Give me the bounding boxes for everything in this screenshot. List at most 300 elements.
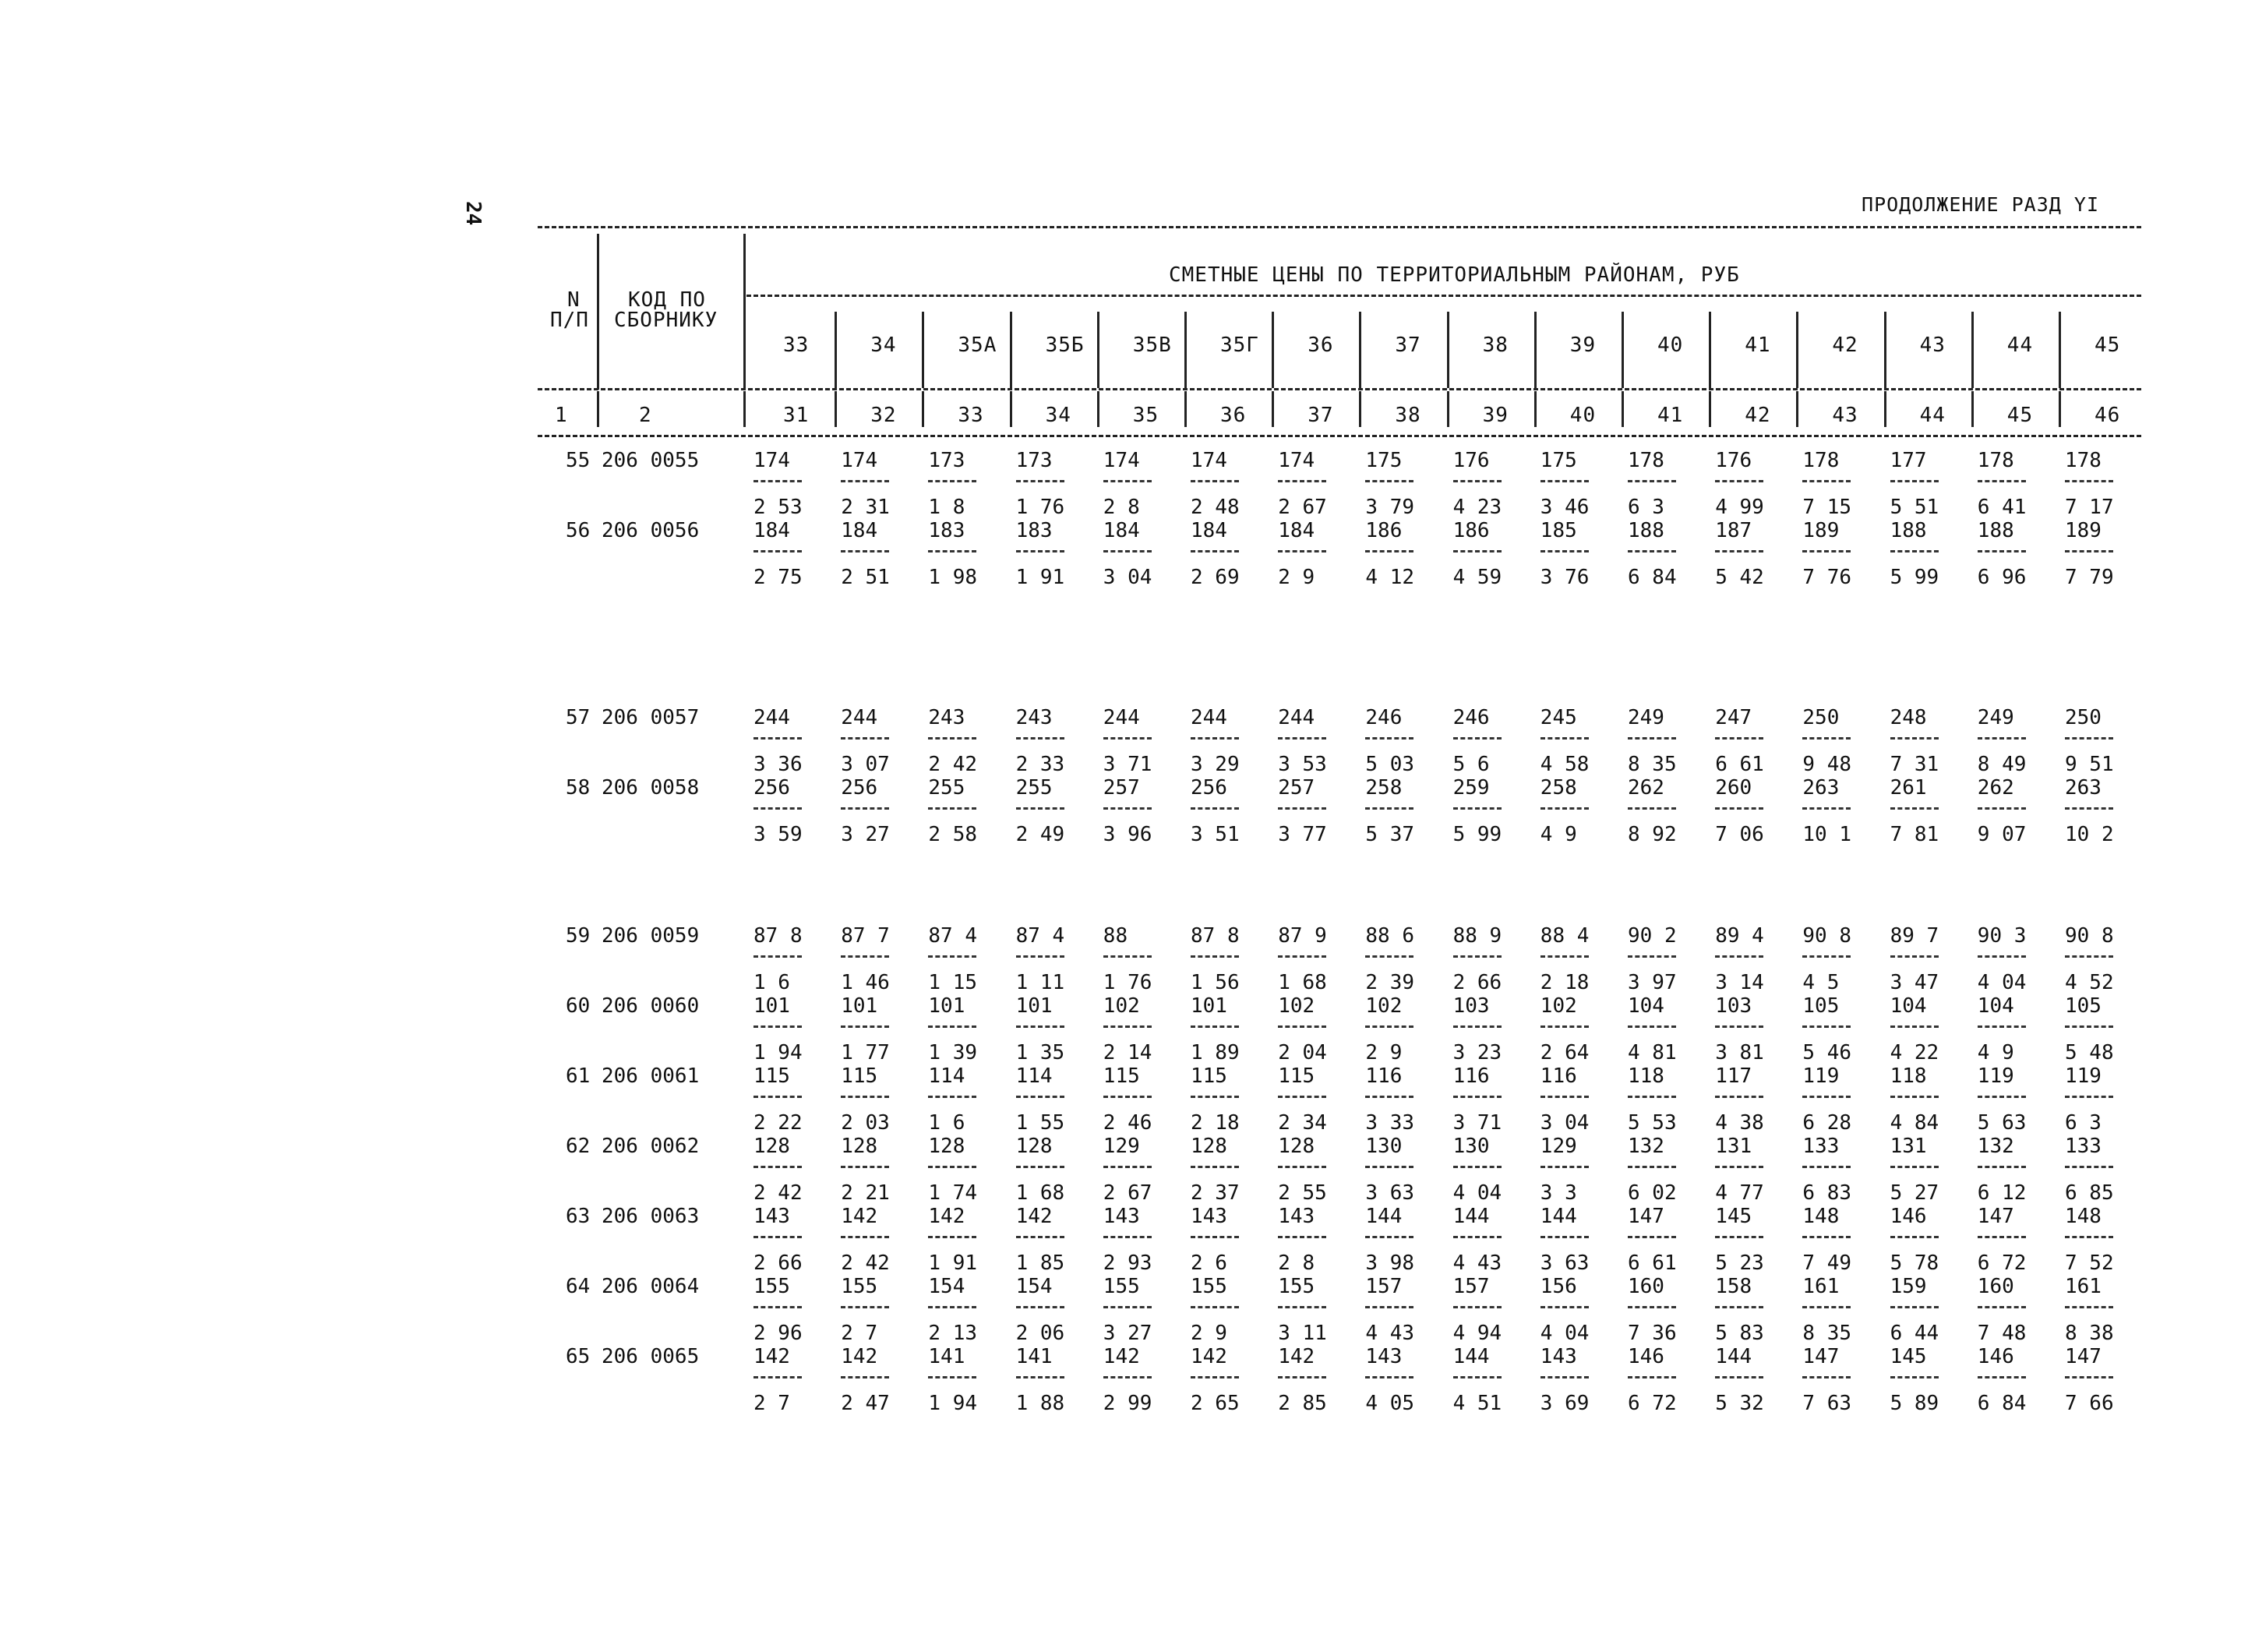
price-value: 105 [1802, 994, 1840, 1018]
vrule-region [2059, 312, 2061, 388]
price-value: 128 [1191, 1135, 1227, 1158]
price-value: 154 [1015, 1275, 1053, 1298]
price-value: 174 [1278, 449, 1315, 472]
fraction-bar [1802, 807, 1851, 810]
fraction-bar [1802, 1376, 1851, 1378]
fraction-bar [753, 1236, 802, 1238]
price-value: 157 [1365, 1275, 1403, 1298]
fraction-bar [1365, 1166, 1413, 1168]
fraction-bar [1365, 1236, 1413, 1238]
fraction-bar [1628, 737, 1676, 740]
row-code: 206 0058 [602, 776, 700, 800]
price-value-secondary: 1 11 [1015, 971, 1065, 994]
fraction-bar [2065, 550, 2113, 552]
price-value: 141 [1015, 1345, 1053, 1368]
fraction-bar [1978, 955, 2026, 958]
price-value-secondary: 2 96 [753, 1322, 803, 1345]
price-value: 133 [1802, 1135, 1840, 1158]
fraction-bar [841, 807, 889, 810]
fraction-bar [1715, 1236, 1763, 1238]
price-value: 114 [928, 1064, 965, 1088]
price-value: 250 [2065, 706, 2102, 729]
rule-group [746, 295, 2141, 297]
fraction-bar [1278, 1025, 1326, 1028]
fraction-bar [1540, 1096, 1589, 1098]
price-value-secondary: 5 46 [1802, 1041, 1852, 1064]
fraction-bar [1540, 1025, 1589, 1028]
price-value-secondary: 5 42 [1715, 566, 1764, 589]
price-value-secondary: 3 04 [1103, 566, 1152, 589]
fraction-bar [1278, 1306, 1326, 1308]
price-value-secondary: 2 9 [1365, 1041, 1403, 1064]
fraction-bar [1628, 955, 1676, 958]
price-value-secondary: 7 81 [1890, 823, 1939, 846]
price-value: 146 [1977, 1345, 2014, 1368]
price-value-secondary: 5 63 [1977, 1111, 2027, 1135]
price-value: 161 [2065, 1275, 2102, 1298]
fraction-bar [1103, 1025, 1152, 1028]
price-value-secondary: 3 81 [1715, 1041, 1764, 1064]
fraction-bar [1191, 1096, 1239, 1098]
numbering-code: 2 [639, 404, 652, 427]
price-value: 87 4 [928, 924, 978, 948]
price-value: 144 [1715, 1345, 1752, 1368]
fraction-bar [1103, 1376, 1152, 1378]
price-value-secondary: 2 67 [1278, 496, 1327, 519]
fraction-bar [1278, 1166, 1326, 1168]
price-value-secondary: 5 83 [1715, 1322, 1764, 1345]
fraction-bar [1278, 807, 1326, 810]
row-number: 55 [566, 449, 591, 472]
price-value-secondary: 2 04 [1278, 1041, 1327, 1064]
price-value-secondary: 3 07 [841, 753, 890, 776]
fraction-bar [1453, 1236, 1502, 1238]
numbering-region: 39 [1482, 404, 1509, 427]
fraction-bar [1628, 1306, 1676, 1308]
price-value-secondary: 3 51 [1191, 823, 1240, 846]
price-value-secondary: 4 51 [1452, 1392, 1502, 1415]
price-value-secondary: 6 3 [1628, 496, 1664, 519]
price-value-secondary: 3 23 [1452, 1041, 1502, 1064]
price-value: 142 [1278, 1345, 1315, 1368]
fraction-bar [1978, 1306, 2026, 1308]
price-value: 248 [1890, 706, 1927, 729]
price-value: 246 [1365, 706, 1403, 729]
price-value: 244 [1191, 706, 1227, 729]
region-header: 34 [870, 334, 897, 357]
fraction-bar [1628, 1025, 1676, 1028]
fraction-bar [841, 1236, 889, 1238]
fraction-bar [1890, 737, 1939, 740]
price-value-secondary: 3 98 [1365, 1251, 1415, 1275]
fraction-bar [1890, 1376, 1939, 1378]
price-value: 115 [1191, 1064, 1227, 1088]
price-value: 144 [1452, 1205, 1490, 1228]
fraction-bar [1628, 807, 1676, 810]
price-value-secondary: 6 12 [1977, 1181, 2027, 1205]
price-value: 147 [1628, 1205, 1664, 1228]
region-header: 35Б [1045, 334, 1085, 357]
fraction-bar [1890, 480, 1939, 482]
price-value: 250 [1802, 706, 1840, 729]
price-value-secondary: 2 66 [1452, 971, 1502, 994]
fraction-bar [928, 1306, 976, 1308]
fraction-bar [753, 480, 802, 482]
price-value: 244 [1278, 706, 1315, 729]
fraction-bar [1978, 1166, 2026, 1168]
price-value: 104 [1977, 994, 2014, 1018]
price-value-secondary: 6 84 [1977, 1392, 2027, 1415]
vrule-region [1272, 312, 1274, 388]
price-value-secondary: 5 51 [1890, 496, 1939, 519]
fraction-bar [1103, 1236, 1152, 1238]
fraction-bar [1715, 955, 1763, 958]
fraction-bar [1365, 807, 1413, 810]
price-value-secondary: 2 67 [1103, 1181, 1152, 1205]
price-value: 105 [2065, 994, 2102, 1018]
row-code: 206 0057 [602, 706, 700, 729]
fraction-bar [753, 737, 802, 740]
price-value-secondary: 3 3 [1540, 1181, 1577, 1205]
region-header: 42 [1832, 334, 1858, 357]
fraction-bar [1365, 737, 1413, 740]
fraction-bar [1278, 1236, 1326, 1238]
col-code-label-line1: КОД ПО [628, 288, 706, 312]
price-value: 174 [1103, 449, 1140, 472]
price-value: 128 [841, 1135, 878, 1158]
price-value: 184 [1278, 519, 1315, 542]
price-value-secondary: 8 35 [1802, 1322, 1852, 1345]
price-value-secondary: 6 02 [1628, 1181, 1677, 1205]
price-value-secondary: 9 07 [1977, 823, 2027, 846]
price-value-secondary: 1 39 [928, 1041, 978, 1064]
price-value: 244 [1103, 706, 1140, 729]
price-value: 147 [2065, 1345, 2102, 1368]
region-header: 35А [958, 334, 997, 357]
price-value: 244 [753, 706, 790, 729]
price-value-secondary: 7 66 [2065, 1392, 2114, 1415]
numbering-region: 46 [2095, 404, 2121, 427]
price-value: 143 [1103, 1205, 1140, 1228]
fraction-bar [1191, 1166, 1239, 1168]
price-value: 115 [1103, 1064, 1140, 1088]
price-value: 116 [1365, 1064, 1403, 1088]
price-value: 142 [1015, 1205, 1053, 1228]
price-value: 128 [928, 1135, 965, 1158]
price-value-secondary: 2 42 [753, 1181, 803, 1205]
price-value-secondary: 7 06 [1715, 823, 1764, 846]
price-value: 119 [1802, 1064, 1840, 1088]
fraction-bar [2065, 1166, 2113, 1168]
price-value-secondary: 3 33 [1365, 1111, 1415, 1135]
price-value-secondary: 2 21 [841, 1181, 890, 1205]
price-value-secondary: 2 69 [1191, 566, 1240, 589]
price-value-secondary: 4 04 [1452, 1181, 1502, 1205]
fraction-bar [928, 737, 976, 740]
region-header: 37 [1395, 334, 1421, 357]
fraction-bar [1715, 550, 1763, 552]
price-value-secondary: 2 66 [753, 1251, 803, 1275]
price-value-secondary: 4 58 [1540, 753, 1590, 776]
fraction-bar [1715, 480, 1763, 482]
price-value: 256 [753, 776, 790, 800]
price-value: 142 [1191, 1345, 1227, 1368]
price-value: 129 [1103, 1135, 1140, 1158]
fraction-bar [1802, 480, 1851, 482]
row-number: 61 [566, 1064, 591, 1088]
fraction-bar [1715, 1306, 1763, 1308]
fraction-bar [928, 550, 976, 552]
fraction-bar [753, 1306, 802, 1308]
price-value-secondary: 8 49 [1977, 753, 2027, 776]
fraction-bar [1628, 1376, 1676, 1378]
price-value: 118 [1890, 1064, 1927, 1088]
price-value-secondary: 2 51 [841, 566, 890, 589]
fraction-bar [1978, 1236, 2026, 1238]
price-value: 142 [841, 1205, 878, 1228]
price-value: 263 [2065, 776, 2102, 800]
group-title: СМЕТНЫЕ ЦЕНЫ ПО ТЕРРИТОРИАЛЬНЫМ РАЙОНАМ, РУБ [1169, 263, 1740, 287]
price-value-secondary: 1 46 [841, 971, 890, 994]
price-value: 173 [1015, 449, 1053, 472]
fraction-bar [1890, 1306, 1939, 1308]
price-value-secondary: 3 69 [1540, 1392, 1590, 1415]
price-value: 257 [1103, 776, 1140, 800]
fraction-bar [1540, 480, 1589, 482]
price-value: 115 [841, 1064, 878, 1088]
price-value-secondary: 3 11 [1278, 1322, 1327, 1345]
vrule-region [1971, 312, 1974, 388]
fraction-bar [1016, 1166, 1064, 1168]
price-value: 119 [2065, 1064, 2102, 1088]
fraction-bar [1103, 807, 1152, 810]
fraction-bar [1453, 550, 1502, 552]
vrule-region-num [1010, 391, 1012, 427]
price-value: 116 [1452, 1064, 1490, 1088]
fraction-bar [1978, 1096, 2026, 1098]
price-value: 262 [1977, 776, 2014, 800]
price-value: 244 [841, 706, 878, 729]
price-value: 249 [1628, 706, 1664, 729]
fraction-bar [928, 1166, 976, 1168]
fraction-bar [1890, 1025, 1939, 1028]
price-value: 145 [1715, 1205, 1752, 1228]
fraction-bar [1103, 550, 1152, 552]
price-value-secondary: 3 46 [1540, 496, 1590, 519]
fraction-bar [1802, 1166, 1851, 1168]
price-value-secondary: 2 13 [928, 1322, 978, 1345]
fraction-bar [1016, 1306, 1064, 1308]
price-value-secondary: 8 35 [1628, 753, 1677, 776]
fraction-bar [1016, 1236, 1064, 1238]
fraction-bar [1191, 955, 1239, 958]
price-value-secondary: 1 56 [1191, 971, 1240, 994]
price-value: 146 [1890, 1205, 1927, 1228]
price-value: 155 [1103, 1275, 1140, 1298]
price-value-secondary: 10 2 [2065, 823, 2114, 846]
fraction-bar [1978, 1025, 2026, 1028]
price-value: 174 [841, 449, 878, 472]
fraction-bar [753, 1025, 802, 1028]
price-value-secondary: 2 22 [753, 1111, 803, 1135]
price-value-secondary: 1 15 [928, 971, 978, 994]
fraction-bar [1978, 807, 2026, 810]
fraction-bar [1890, 550, 1939, 552]
fraction-bar [1016, 1025, 1064, 1028]
price-value: 186 [1452, 519, 1490, 542]
price-value: 101 [928, 994, 965, 1018]
price-value: 156 [1540, 1275, 1577, 1298]
price-value-secondary: 2 03 [841, 1111, 890, 1135]
price-value-secondary: 2 7 [753, 1392, 790, 1415]
rule-numbering [538, 435, 2141, 437]
fraction-bar [2065, 807, 2113, 810]
fraction-bar [1278, 550, 1326, 552]
price-value-secondary: 5 32 [1715, 1392, 1764, 1415]
price-value: 243 [1015, 706, 1053, 729]
row-number: 58 [566, 776, 591, 800]
price-value: 101 [1015, 994, 1053, 1018]
price-value: 189 [2065, 519, 2102, 542]
fraction-bar [1802, 1306, 1851, 1308]
price-value: 257 [1278, 776, 1315, 800]
fraction-bar [1802, 1236, 1851, 1238]
price-value: 102 [1540, 994, 1577, 1018]
vrule-region [835, 312, 837, 388]
price-value-secondary: 2 8 [1103, 496, 1140, 519]
fraction-bar [1191, 1306, 1239, 1308]
price-value-secondary: 1 76 [1015, 496, 1065, 519]
price-value-secondary: 6 83 [1802, 1181, 1852, 1205]
price-value: 141 [928, 1345, 965, 1368]
fraction-bar [1978, 1376, 2026, 1378]
price-value-secondary: 2 47 [841, 1392, 890, 1415]
fraction-bar [1191, 1236, 1239, 1238]
fraction-bar [1715, 1096, 1763, 1098]
fraction-bar [1016, 737, 1064, 740]
vrule-region-num [1709, 391, 1711, 427]
price-value: 148 [1802, 1205, 1840, 1228]
vrule-region [1622, 312, 1624, 388]
fraction-bar [753, 1096, 802, 1098]
price-value-secondary: 4 81 [1628, 1041, 1677, 1064]
price-value: 132 [1977, 1135, 2014, 1158]
price-value: 128 [753, 1135, 790, 1158]
price-value-secondary: 4 9 [1540, 823, 1577, 846]
price-value-secondary: 7 49 [1802, 1251, 1852, 1275]
price-value: 178 [1977, 449, 2014, 472]
fraction-bar [2065, 955, 2113, 958]
numbering-region: 36 [1220, 404, 1247, 427]
price-value-secondary: 7 17 [2065, 496, 2114, 519]
price-value: 157 [1452, 1275, 1490, 1298]
fraction-bar [1365, 1376, 1413, 1378]
fraction-bar [2065, 1306, 2113, 1308]
price-value: 183 [928, 519, 965, 542]
price-value-secondary: 5 6 [1452, 753, 1490, 776]
fraction-bar [1978, 550, 2026, 552]
price-value: 133 [2065, 1135, 2102, 1158]
fraction-bar [928, 1025, 976, 1028]
region-header: 33 [783, 334, 810, 357]
fraction-bar [1191, 807, 1239, 810]
price-value-secondary: 4 94 [1452, 1322, 1502, 1345]
price-value: 145 [1890, 1345, 1927, 1368]
price-value-secondary: 6 72 [1628, 1392, 1677, 1415]
fraction-bar [1191, 737, 1239, 740]
fraction-bar [1278, 955, 1326, 958]
vrule-region-num [922, 391, 924, 427]
price-value-secondary: 2 33 [1015, 753, 1065, 776]
price-value-secondary: 5 78 [1890, 1251, 1939, 1275]
price-value-secondary: 4 9 [1977, 1041, 2014, 1064]
price-value: 173 [928, 449, 965, 472]
row-code: 206 0055 [602, 449, 700, 472]
price-value-secondary: 1 91 [928, 1251, 978, 1275]
fraction-bar [841, 550, 889, 552]
fraction-bar [1715, 1376, 1763, 1378]
price-value: 88 4 [1540, 924, 1590, 948]
price-value: 132 [1628, 1135, 1664, 1158]
fraction-bar [1453, 955, 1502, 958]
fraction-bar [1715, 1166, 1763, 1168]
price-value: 188 [1628, 519, 1664, 542]
numbering-region: 41 [1657, 404, 1684, 427]
fraction-bar [2065, 1025, 2113, 1028]
price-value-secondary: 4 04 [1977, 971, 2027, 994]
price-value: 174 [1191, 449, 1227, 472]
price-value: 188 [1890, 519, 1927, 542]
price-value-secondary: 2 42 [928, 753, 978, 776]
fraction-bar [1453, 1166, 1502, 1168]
price-value-secondary: 3 29 [1191, 753, 1240, 776]
vrule-region [1184, 312, 1187, 388]
price-value: 129 [1540, 1135, 1577, 1158]
price-value: 90 2 [1628, 924, 1677, 948]
rule-header [538, 388, 2141, 390]
price-value: 186 [1365, 519, 1403, 542]
price-value-secondary: 1 94 [753, 1041, 803, 1064]
price-value-secondary: 6 3 [2065, 1111, 2102, 1135]
price-value: 148 [2065, 1205, 2102, 1228]
price-value: 119 [1977, 1064, 2014, 1088]
row-code: 206 0064 [602, 1275, 700, 1298]
page-number: 24 [461, 201, 485, 226]
vrule-region-num [1272, 391, 1274, 427]
price-value: 183 [1015, 519, 1053, 542]
vrule-region [1709, 312, 1711, 388]
price-value-secondary: 7 15 [1802, 496, 1852, 519]
price-value-secondary: 9 51 [2065, 753, 2114, 776]
price-value-secondary: 7 79 [2065, 566, 2114, 589]
price-value-secondary: 2 55 [1278, 1181, 1327, 1205]
vrule-code [743, 234, 746, 390]
vrule-region-num [1884, 391, 1886, 427]
region-header: 35В [1132, 334, 1172, 357]
col-code-label-line2: СБОРНИКУ [614, 309, 718, 332]
price-value-secondary: 3 53 [1278, 753, 1327, 776]
fraction-bar [1890, 955, 1939, 958]
price-value: 155 [1278, 1275, 1315, 1298]
price-value: 178 [1802, 449, 1840, 472]
vrule-n [597, 234, 599, 390]
fraction-bar [1978, 480, 2026, 482]
price-value-secondary: 4 5 [1802, 971, 1840, 994]
price-value-secondary: 2 34 [1278, 1111, 1327, 1135]
price-value-secondary: 2 31 [841, 496, 890, 519]
fraction-bar [928, 1096, 976, 1098]
fraction-bar [1540, 955, 1589, 958]
